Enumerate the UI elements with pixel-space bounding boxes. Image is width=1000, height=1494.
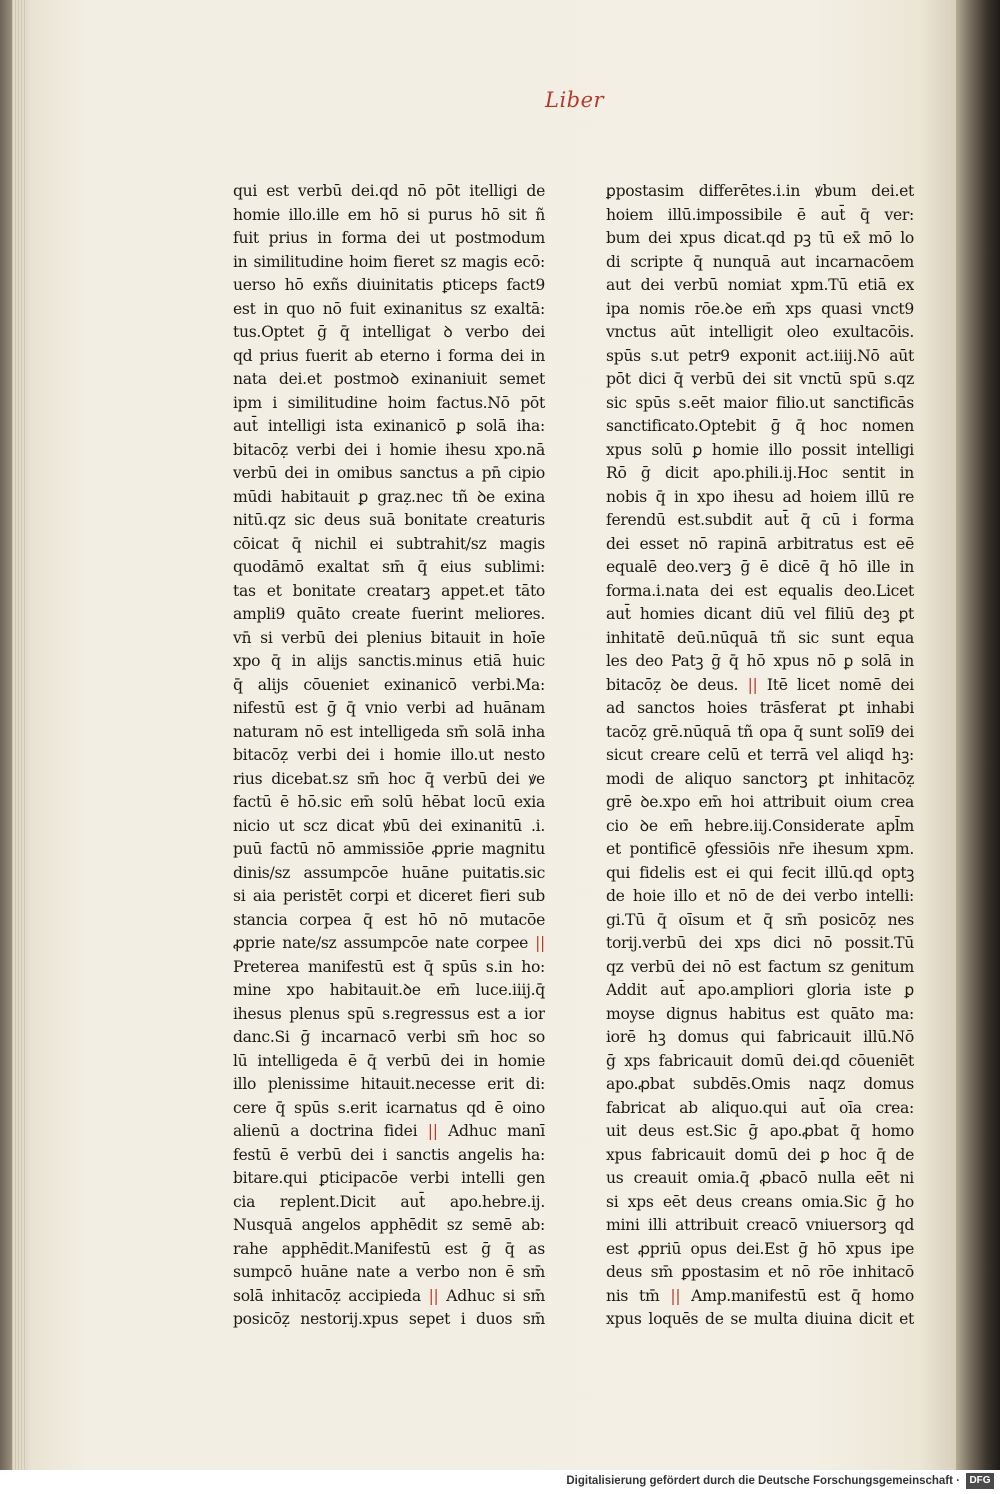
text-line: ḡ xps fabricauit domū dei.qd cōueniēt — [606, 1051, 914, 1070]
text-line: cōicat q̄ nichil ei subtrahit/sz magis — [233, 534, 545, 553]
book-binding-gutter — [956, 0, 1000, 1470]
text-line: qui est verbū dei.qd nō pōt itelligi de — [233, 182, 545, 200]
text-line: ferendū est.subdit aut̄ q̄ cū i forma — [606, 511, 914, 529]
text-line: nis tm̄ || Amp.manifestū est q̄ homo — [606, 1286, 914, 1305]
text-line: posicōẓ nestorij.xpus sepet i duos sm̄ — [233, 1310, 545, 1328]
text-line: uerso hō exñs diuinitatis ꝑticeps fact9 — [233, 276, 545, 294]
text-line: cia replent.Dicit aut̄ apo.hebre.ij. — [233, 1192, 545, 1211]
text-line: aut dei verbū nomiat xpm.Tū etiā ex — [606, 276, 914, 294]
text-line: forma.i.nata dei est equalis deo.Licet — [606, 581, 914, 600]
text-line: et pontificē ꝯfessiōis nr̄e ihesum xpm. — [606, 840, 914, 858]
text-line: xpus solū ꝑ homie illo possit intelligi — [606, 440, 914, 459]
text-column-left — [233, 180, 545, 1332]
text-line: nifestū est ḡ q̄ vnio verbi ad huānam — [233, 699, 545, 717]
text-line: ꝑpostasim differētes.i.in ꝟbum dei.et — [606, 182, 914, 200]
text-column-right — [606, 180, 914, 1332]
text-line: moyse dignus habitus est quāto ma: — [606, 1004, 914, 1023]
text-line: inhitatē deū.nūquā tñ sic sunt equa — [606, 628, 914, 647]
text-line: gi.Tū q̄ oīsum et q̄ sm̄ posicōẓ nes — [606, 910, 914, 929]
text-line: stancia corpea q̄ est hō nō mutacōe — [233, 910, 545, 929]
text-line: tus.Optet ḡ q̄ intelligat ꝺ verbo dei — [233, 323, 545, 341]
text-line: sicut creare celū et terrā vel aliqd hꝫ: — [606, 746, 914, 764]
text-line: bitacōẓ verbi dei i homie illo.ut nesto — [233, 746, 545, 764]
text-line: in similitudine hoim fieret sz magis ecō: — [233, 252, 545, 271]
text-line: alienū a doctrina fidei || Adhuc manī — [233, 1122, 545, 1140]
text-line: iorē hꝫ domus qui fabricauit illū.Nō — [606, 1028, 914, 1046]
text-line: dinis/sz assumpcōe huāne puitatis.sic — [233, 863, 545, 882]
text-line: mūdi habitauit ꝑ graẓ.nec tñ ꝺe exina — [233, 487, 545, 506]
text-line: pōt dici q̄ verbū dei sit vnctū spū s.qz — [606, 370, 914, 388]
book-left-edge — [0, 0, 12, 1470]
text-line: lū intelligeda ē q̄ verbū dei in homie — [233, 1051, 545, 1070]
text-line: nobis q̄ in xpo ihesu ad hoiem illū re — [606, 487, 914, 506]
text-line: modi de aliquo sanctorꝫ ꝑt inhitacōẓ — [606, 769, 914, 788]
text-line: ad sanctos hoies trāsferat ꝑt inhabi — [606, 699, 914, 717]
text-line: de hoie illo et nō de dei verbo intelli: — [606, 887, 914, 905]
text-line: rius dicebat.sz sm̄ hoc q̄ verbū dei ꝟe — [233, 769, 545, 788]
text-line: nata dei.et postmoꝺ exinaniuit semet — [233, 370, 545, 388]
text-line: xpo q̄ in alijs sanctis.minus etiā huic — [233, 652, 545, 670]
text-line: cio ꝺe em̄ hebre.iij.Considerate apl̄m — [606, 816, 914, 835]
text-line: spūs s.ut petr9 exponit act.iiij.Nō aūt — [606, 346, 914, 365]
text-line: ꝓprie nate/sz assumpcōe nate corpee || — [233, 934, 545, 952]
text-line: festū ē verbū dei i sanctis angelis ha: — [233, 1145, 545, 1164]
text-line: bitacōẓ ꝺe deus. || Itē licet nomē dei — [606, 675, 914, 694]
text-line: ipm i similitudine hoim factus.Nō pōt — [233, 393, 545, 412]
text-line: bitare.qui ꝑticipacōe verbi intelli gen — [233, 1169, 545, 1187]
text-line: nitū.qz sic deus suā bonitate creaturis — [233, 511, 545, 529]
text-line: deus sm̄ ꝑpostasim et nō rōe inhitacō — [606, 1263, 914, 1281]
text-line: mine xpo habitauit.ꝺe em̄ luce.iiij.q̄ — [233, 981, 545, 999]
text-line: danc.Si ḡ incarnacō verbi sm̄ hoc so — [233, 1028, 545, 1046]
text-line: sanctificato.Optebit ḡ q̄ hoc nomen — [606, 417, 914, 435]
text-line: sumpcō huāne nate a verbo non ē sm̄ — [233, 1263, 545, 1281]
text-line: quodāmō exaltat sm̄ q̄ eius sublimi: — [233, 558, 545, 576]
text-line: verbū dei in omibus sanctus a pn̄ cipio — [233, 464, 545, 482]
text-line: illo plenissime hitauit.necesse erit di: — [233, 1075, 545, 1093]
dfg-logo: DFG — [966, 1473, 994, 1489]
text-line: solā inhitacōẓ accipieda || Adhuc si sm̄ — [233, 1286, 545, 1305]
text-line: xpus loquēs de se multa diuina dicit et — [606, 1310, 914, 1328]
text-line: est in quo nō fuit exinanitus sz exaltā: — [233, 299, 545, 318]
text-line: xpus fabricauit domū dei ꝑ hoc q̄ de — [606, 1145, 914, 1164]
text-line: cere q̄ spūs s.erit icarnatus qd ē oino — [233, 1098, 545, 1117]
text-line: fuit prius in forma dei ut postmodum — [233, 229, 545, 247]
text-line: grē ꝺe.xpo em̄ hoi attribuit oium crea — [606, 793, 914, 811]
text-line: Addit aut̄ apo.ampliori gloria iste ꝑ — [606, 981, 914, 999]
text-line: qui fidelis est ei qui fecit illū.qd optꝫ — [606, 863, 914, 882]
text-line: qz verbū dei nō est factum sz genitum — [606, 957, 914, 976]
text-line: puū factū nō ammissiōe ꝓprie magnitu — [233, 840, 545, 858]
text-line: homie illo.ille em hō si purus hō sit ñ — [233, 205, 545, 224]
text-line: di scripte q̄ nunquā aut incarnacōem — [606, 252, 914, 271]
text-line: les deo Patꝫ ḡ q̄ hō xpus nō ꝑ solā in — [606, 652, 914, 670]
text-line: vn̄ si verbū dei plenius bitauit in hoīe — [233, 628, 545, 647]
text-line: torij.verbū dei xps dici nō possit.Tū — [606, 934, 914, 952]
text-line: sic spūs s.eēt maior filio.ut sanctificās — [606, 393, 914, 412]
text-line: nicio ut scz dicat ꝟbū dei exinanitū .i. — [233, 816, 545, 835]
text-line: ihesus plenus spū s.regressus est a ior — [233, 1004, 545, 1023]
text-line: naturam nō est intelligeda sm̄ solā inha — [233, 722, 545, 741]
text-line: Rō ḡ dicit apo.phili.ij.Hoc sentit in — [606, 464, 914, 482]
text-line: hoiem illū.impossibile ē aut̄ q̄ ver: — [606, 205, 914, 224]
rubric-mark: || — [535, 934, 545, 952]
text-line: qd prius fuerit ab eterno i forma dei in — [233, 346, 545, 365]
text-line: est ꝓpriū opus dei.Est ḡ hō xpus ipe — [606, 1239, 914, 1258]
text-line: q̄ alijs cōueniet exinanicō verbi.Ma: — [233, 675, 545, 694]
funding-credit: Digitalisierung gefördert durch die Deutsche Forschungsgemeinschaft · — [566, 1475, 960, 1487]
text-line: us creauit omia.q̄ ꝓbacō nulla eēt ni — [606, 1169, 914, 1187]
text-line: ampli9 quāto create fuerint meliores. — [233, 605, 545, 623]
running-head: Liber — [545, 88, 605, 112]
text-line: vnctus aūt intelligit oleo exultacōis. — [606, 323, 914, 341]
text-line: tacōẓ grē.nūquā tñ opa q̄ sunt solī9 dei — [606, 722, 914, 741]
text-line: uit deus est.Sic ḡ apo.ꝓbat q̄ homo — [606, 1122, 914, 1140]
rubric-mark: || — [427, 1122, 438, 1140]
rubric-mark: || — [428, 1286, 439, 1305]
text-line: Nusquā angelos apphēdit sz semē ab: — [233, 1216, 545, 1234]
text-line: Preterea manifestū est q̄ spūs s.in ho: — [233, 957, 545, 976]
rubric-mark: || — [747, 675, 758, 694]
text-line: mini illi attribuit creacō vniuersorꝫ qd — [606, 1216, 914, 1234]
text-line: aut̄ homies dicant diū vel filiū deꝫ ꝑt — [606, 605, 914, 623]
text-line: tas et bonitate creatarꝫ appet.et tāto — [233, 581, 545, 600]
text-line: apo.ꝓbat subdēs.Omis naqz domus — [606, 1075, 914, 1093]
text-line: rahe apphēdit.Manifestū est ḡ q̄ as — [233, 1239, 545, 1258]
text-line: bitacōẓ verbi dei i homie ihesu xpo.nā — [233, 440, 545, 459]
page-fore-edge — [12, 0, 26, 1470]
text-line: si aia peristēt corpi et diceret fieri sub — [233, 887, 545, 905]
rubric-mark: || — [670, 1286, 681, 1305]
text-line: fabricat ab aliquo.qui aut̄ oīa crea: — [606, 1098, 914, 1117]
text-line: bum dei xpus dicat.qd pꝫ tū ex̄ mō lo — [606, 229, 914, 247]
text-line: si xps eēt deus creans omia.Sic ḡ ho — [606, 1192, 914, 1211]
text-line: factū ē hō.sic em̄ solū hēbat locū exia — [233, 793, 545, 811]
text-line: ipa nomis rōe.ꝺe em̄ xps quasi vnct9 — [606, 299, 914, 318]
text-line: aut̄ intelligi ista exinanicō ꝑ solā iha: — [233, 417, 545, 435]
text-line: dei esset nō rapinā arbitratus est eē — [606, 534, 914, 553]
text-line: equalē deo.verꝫ ḡ ē dicē q̄ hō ille in — [606, 558, 914, 576]
